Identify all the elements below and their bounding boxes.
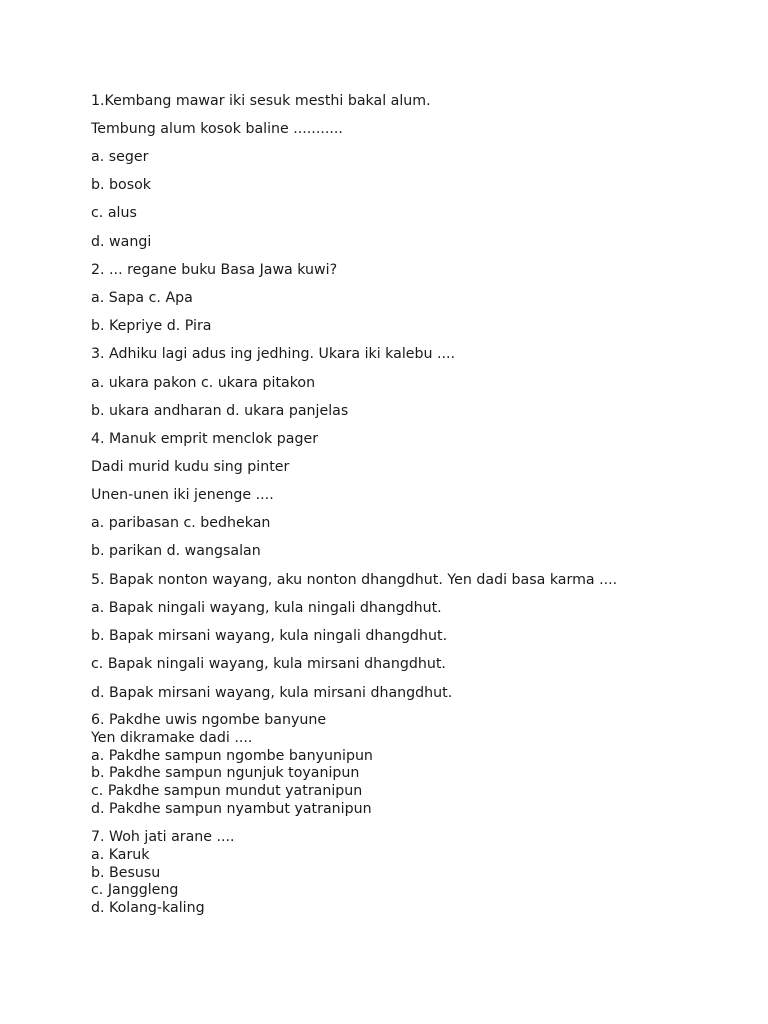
question-3-option-ac: a. ukara pakon c. ukara pitakon <box>91 375 316 391</box>
question-1-option-a: a. seger <box>91 149 149 165</box>
question-5-stem: 5. Bapak nonton wayang, aku nonton dhangdhut. Yen dadi basa karma .... <box>91 572 618 588</box>
question-1-stem: 1.Kembang mawar iki sesuk mesthi bakal alum. <box>91 93 431 109</box>
question-7-stem: 7. Woh jati arane .... <box>91 829 235 845</box>
question-6-option-d: d. Pakdhe sampun nyambut yatranipun <box>91 800 372 817</box>
question-7-option-a: a. Karuk <box>91 846 150 863</box>
question-5-option-c: c. Bapak ningali wayang, kula mirsani dhangdhut. <box>91 656 446 672</box>
question-2-stem: 2. ... regane buku Basa Jawa kuwi? <box>91 262 338 278</box>
question-1-option-b: b. bosok <box>91 177 151 193</box>
question-6-stem: 6. Pakdhe uwis ngombe banyune <box>91 712 327 728</box>
question-2-option-bd: b. Kepriye d. Pira <box>91 318 212 334</box>
question-1-option-d: d. wangi <box>91 234 152 250</box>
question-5-option-a: a. Bapak ningali wayang, kula ningali dhangdhut. <box>91 600 442 616</box>
question-1-option-c: c. alus <box>91 205 137 221</box>
question-4-stem: 4. Manuk emprit menclok pager <box>91 431 319 447</box>
question-7-option-b: b. Besusu <box>91 864 161 881</box>
question-6-block <box>91 712 373 819</box>
question-3-stem: 3. Adhiku lagi adus ing jedhing. Ukara iki kalebu .... <box>91 346 456 362</box>
question-7-block <box>91 829 235 918</box>
question-1-prompt: Tembung alum kosok baline ........... <box>91 121 343 137</box>
question-4-prompt: Unen-unen iki jenenge .... <box>91 487 274 503</box>
question-4-line-2: Dadi murid kudu sing pinter <box>91 459 290 475</box>
question-5-option-d: d. Bapak mirsani wayang, kula mirsani dhangdhut. <box>91 685 453 701</box>
question-6-prompt: Yen dikramake dadi .... <box>91 729 253 746</box>
question-4-option-bd: b. parikan d. wangsalan <box>91 543 261 559</box>
question-5-option-b: b. Bapak mirsani wayang, kula ningali dhangdhut. <box>91 628 448 644</box>
question-4-option-ac: a. paribasan c. bedhekan <box>91 515 271 531</box>
question-7-option-d: d. Kolang-kaling <box>91 900 205 917</box>
question-6-option-a: a. Pakdhe sampun ngombe banyunipun <box>91 747 373 764</box>
question-3-option-bd: b. ukara andharan d. ukara panjelas <box>91 403 349 419</box>
question-6-option-c: c. Pakdhe sampun mundut yatranipun <box>91 783 363 800</box>
question-7-option-c: c. Janggleng <box>91 882 179 899</box>
question-6-option-b: b. Pakdhe sampun ngunjuk toyanipun <box>91 765 360 782</box>
question-2-option-ac: a. Sapa c. Apa <box>91 290 193 306</box>
